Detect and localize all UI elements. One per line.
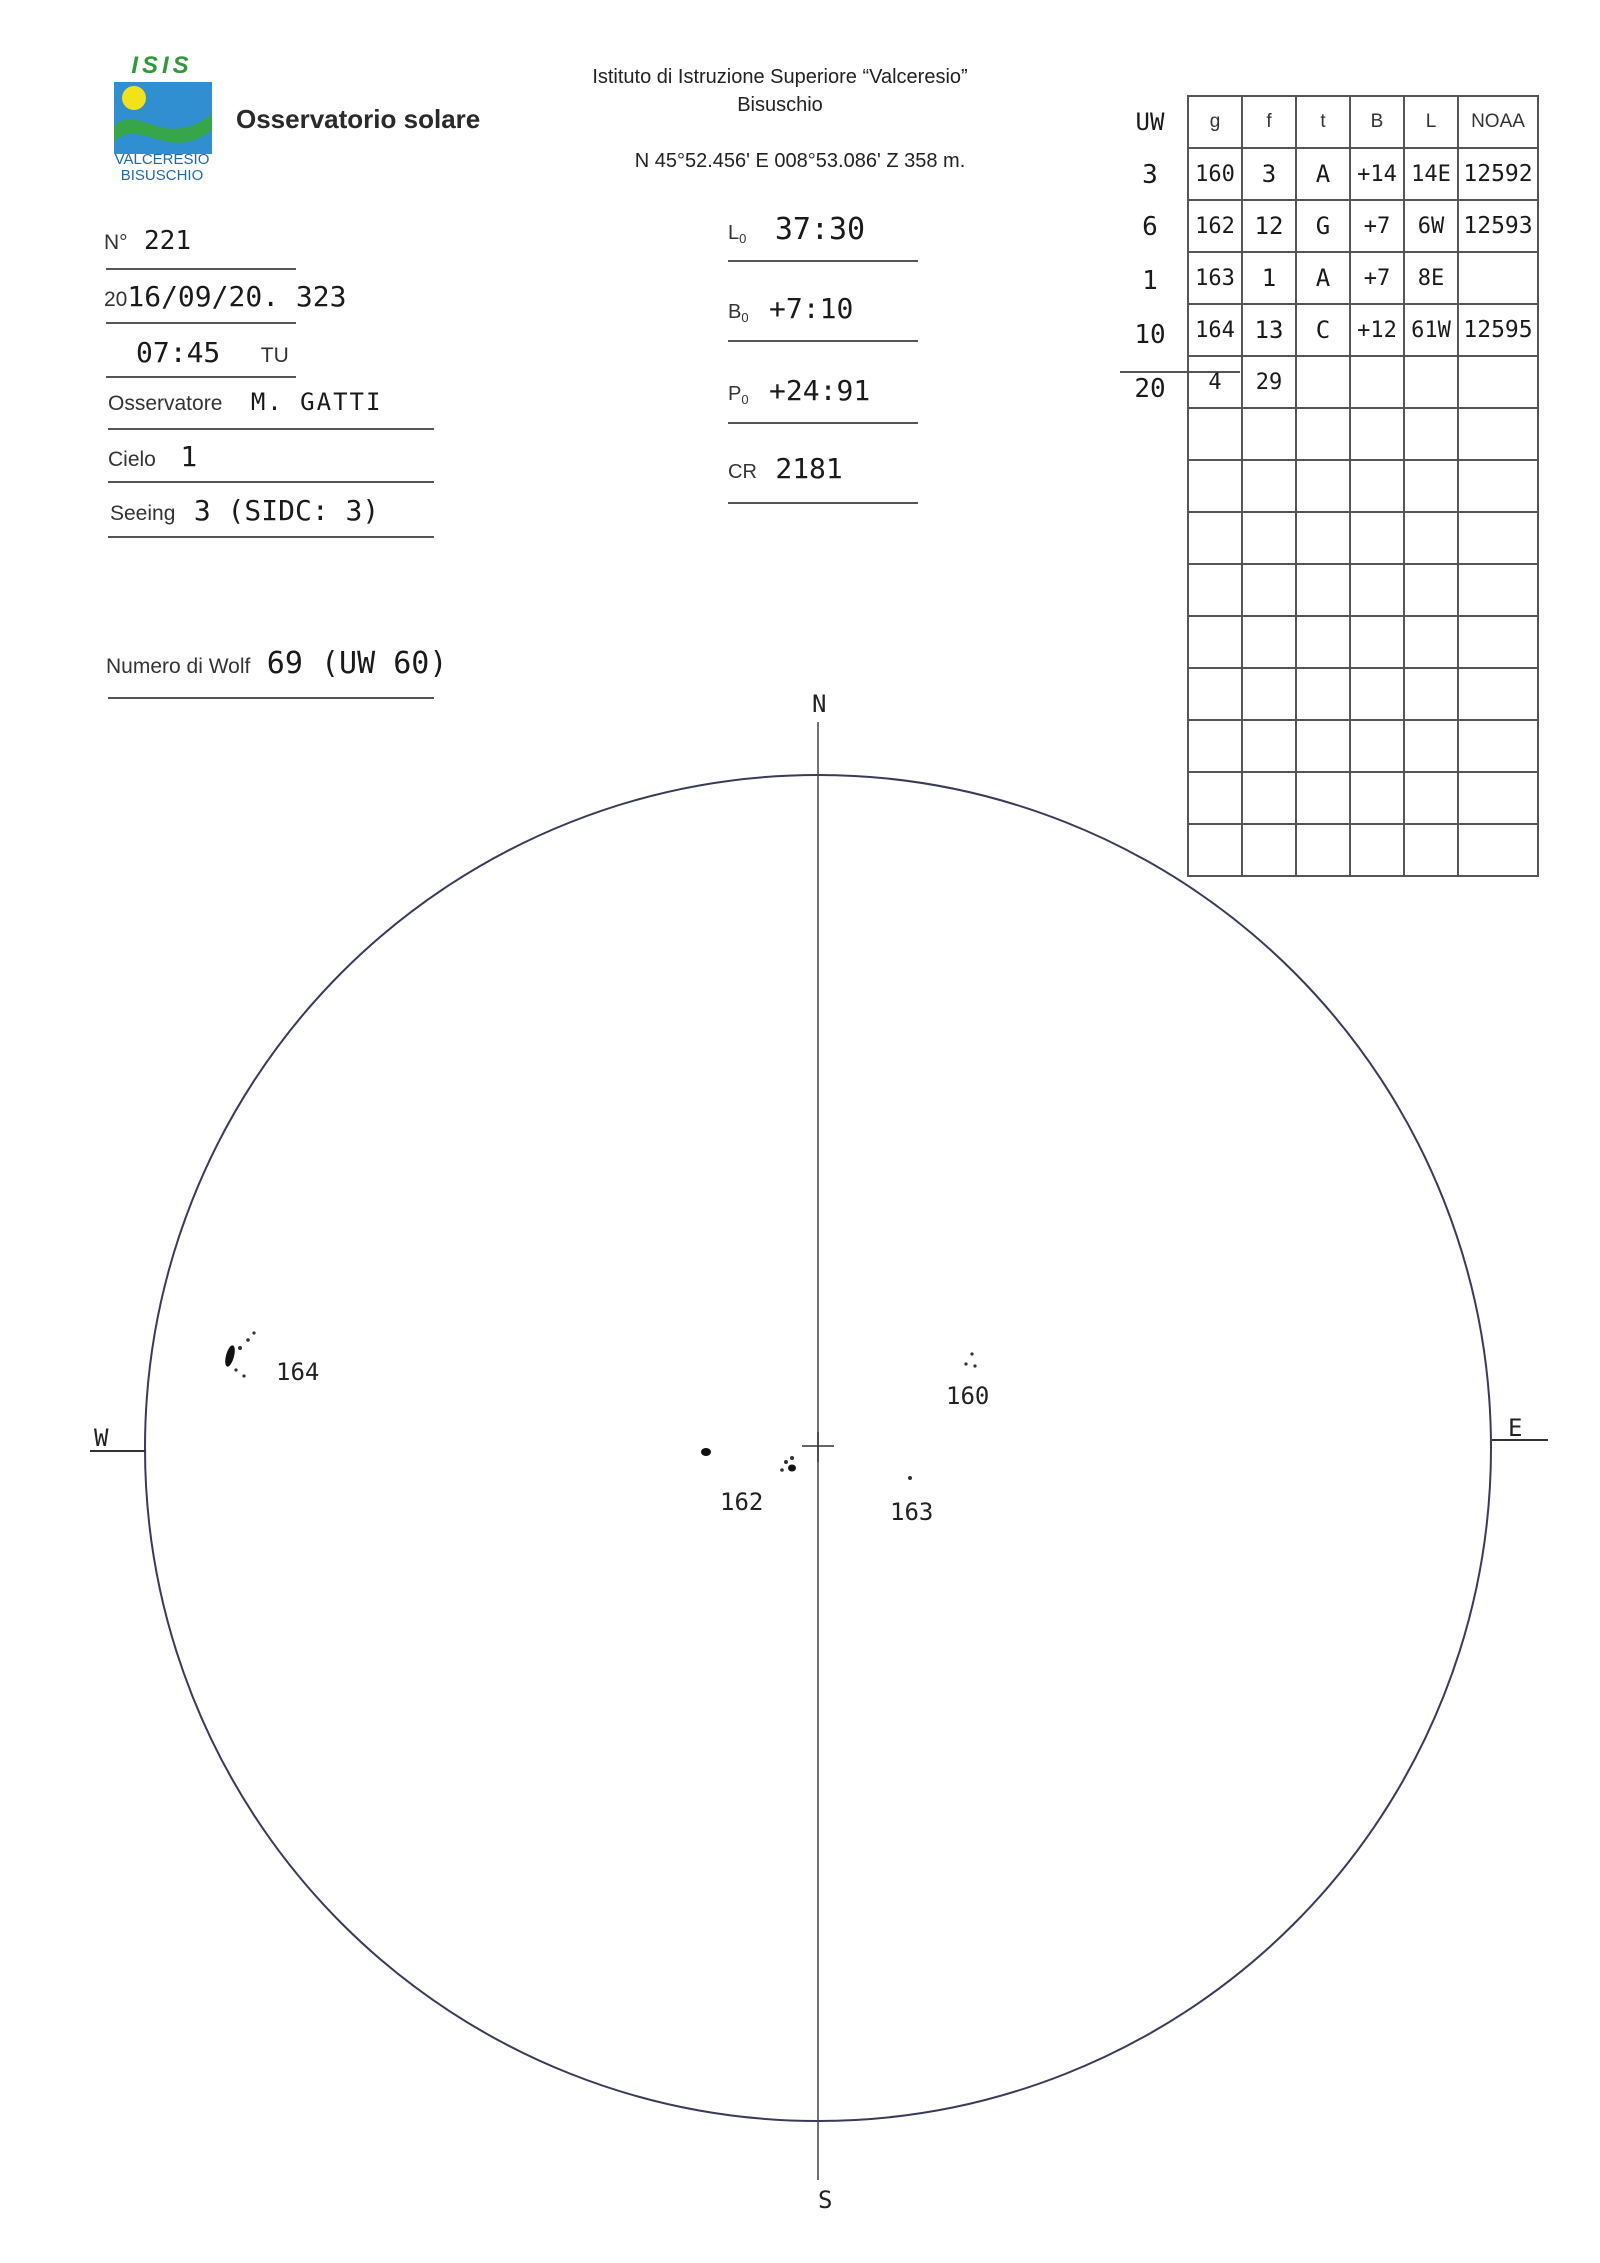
group-label-163: 163 <box>890 1498 934 1526</box>
sunspot-umbra <box>788 1465 796 1472</box>
cell-l: 14E <box>1404 148 1458 200</box>
sunspot <box>242 1374 245 1377</box>
record-time-value: 07:45 <box>136 336 221 369</box>
cell-g: 163 <box>1188 252 1242 304</box>
sunspot <box>790 1456 794 1460</box>
record-number-value: 221 <box>144 226 191 256</box>
record-date-prefix: 20 <box>104 288 128 311</box>
cr-label: CR <box>728 461 757 483</box>
cell-t: G <box>1296 200 1350 252</box>
cell-t: A <box>1296 148 1350 200</box>
group-label-162: 162 <box>720 1488 764 1516</box>
header-b: B <box>1350 96 1404 148</box>
header-t: t <box>1296 96 1350 148</box>
cell-l: 6W <box>1404 200 1458 252</box>
sunspot-group-162 <box>701 1448 796 1516</box>
b0-label: B <box>728 301 742 323</box>
cell-noaa: 12595 <box>1458 304 1538 356</box>
cell-f: 3 <box>1242 148 1296 200</box>
uw-row-3: 1 <box>1142 266 1158 296</box>
observatory-name: Osservatorio solare <box>236 104 481 134</box>
record-observer-value: M. GATTI <box>250 388 383 416</box>
wolf-number-value: 69 (UW 60) <box>266 646 448 681</box>
cell-g: 160 <box>1188 148 1242 200</box>
record-number-label: N° <box>104 231 128 254</box>
l0-sub: 0 <box>739 231 747 247</box>
institute-name: Istituto di Istruzione Superiore “Valceresio” <box>592 66 968 88</box>
record-sky-label: Cielo <box>108 448 156 471</box>
uw-row-1: 3 <box>1142 160 1158 190</box>
uw-row-4: 10 <box>1134 320 1166 350</box>
sunspot <box>252 1331 255 1334</box>
uw-header: UW <box>1135 108 1165 136</box>
cell-f: 13 <box>1242 304 1296 356</box>
b0-sub: 0 <box>741 310 749 326</box>
cell-t: A <box>1296 252 1350 304</box>
record-sky-value: 1 <box>180 440 198 473</box>
sunspot-group-163 <box>890 1476 933 1526</box>
cell-f: 12 <box>1242 200 1296 252</box>
group-label-164: 164 <box>276 1358 320 1386</box>
l0-value: 37:30 <box>774 212 866 247</box>
cell-l: 8E <box>1404 252 1458 304</box>
header-g: g <box>1188 96 1242 148</box>
record-seeing-value: 3 (SIDC: 3) <box>193 494 380 527</box>
north-label: N <box>812 690 827 718</box>
total-g: 4 <box>1188 356 1242 408</box>
sunspot-umbra <box>701 1448 711 1456</box>
p0-value: +24:91 <box>769 374 871 407</box>
total-f: 29 <box>1242 356 1296 408</box>
sunspot <box>780 1468 784 1472</box>
uw-total: 20 <box>1134 374 1166 404</box>
sunspot-umbra <box>223 1344 236 1367</box>
p0-label: P <box>728 383 742 405</box>
logo-caption-line2: BISUSCHIO <box>120 167 204 184</box>
sunspot-group-164 <box>223 1331 319 1386</box>
record-time-unit: TU <box>260 344 289 367</box>
cell-f: 1 <box>1242 252 1296 304</box>
cell-t: C <box>1296 304 1350 356</box>
west-label: W <box>94 1424 109 1452</box>
cell-b: +7 <box>1350 200 1404 252</box>
cell-noaa: 12593 <box>1458 200 1538 252</box>
record-observer-label: Osservatore <box>108 392 223 415</box>
east-label: E <box>1508 1414 1523 1442</box>
cell-noaa: 12592 <box>1458 148 1538 200</box>
b0-value: +7:10 <box>769 292 854 325</box>
cell-g: 164 <box>1188 304 1242 356</box>
sunspot <box>964 1362 967 1365</box>
wolf-number-label: Numero di Wolf <box>106 655 251 678</box>
sunspot <box>234 1368 237 1371</box>
header-noaa: NOAA <box>1458 96 1538 148</box>
cr-value: 2181 <box>775 452 843 485</box>
sunspot <box>973 1364 976 1367</box>
institute-town: Bisuschio <box>737 94 823 116</box>
cell-b: +12 <box>1350 304 1404 356</box>
logo-brand-text: ISIS <box>131 52 193 79</box>
south-label: S <box>818 2186 833 2214</box>
record-seeing-label: Seeing <box>110 502 176 525</box>
sunspot <box>784 1460 788 1464</box>
group-label-160: 160 <box>946 1382 990 1410</box>
cell-b: +14 <box>1350 148 1404 200</box>
cell-b: +7 <box>1350 252 1404 304</box>
header-l: L <box>1404 96 1458 148</box>
p0-sub: 0 <box>741 392 749 408</box>
observatory-coordinates: N 45°52.456' E 008°53.086' Z 358 m. <box>634 150 966 172</box>
logo-caption-line1: VALCERESIO <box>114 151 210 168</box>
sunspot-group-160 <box>946 1352 989 1410</box>
cell-l: 61W <box>1404 304 1458 356</box>
record-date-value: 16/09/20. 323 <box>127 280 347 313</box>
sunspot <box>970 1352 973 1355</box>
sunspot <box>908 1476 912 1480</box>
uw-row-2: 6 <box>1142 212 1158 242</box>
header-f: f <box>1242 96 1296 148</box>
sunspot <box>246 1338 250 1342</box>
sunspot <box>238 1346 242 1350</box>
cell-g: 162 <box>1188 200 1242 252</box>
l0-label: L <box>728 222 740 244</box>
